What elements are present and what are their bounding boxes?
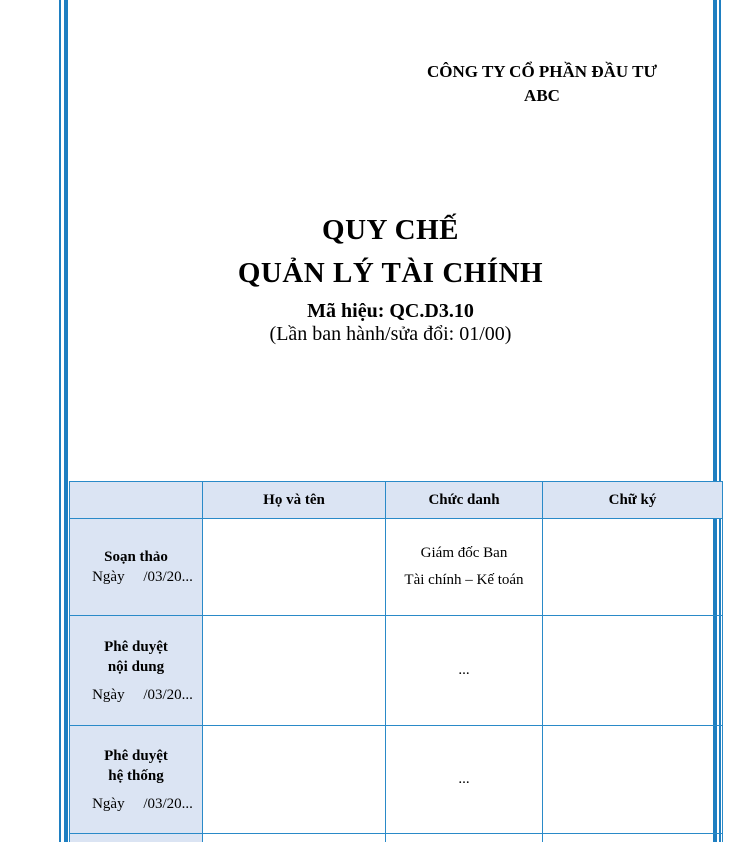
company-name-line2: ABC (524, 86, 560, 105)
company-name (405, 60, 679, 108)
position-cell (386, 726, 543, 834)
position-cell (386, 519, 543, 616)
row-date: Ngày /03/20... (92, 569, 193, 585)
table-row (70, 519, 723, 616)
table-row (70, 726, 723, 834)
signature-cell (543, 726, 723, 834)
approval-table (69, 481, 723, 842)
row-label-system-approval (70, 726, 203, 834)
header-signature: Chữ ký (543, 482, 723, 519)
document-code: Mã hiệu: QC.D3.10 (307, 300, 474, 322)
name-cell (203, 519, 386, 616)
row-label-content-approval (70, 616, 203, 726)
left-border-outer (59, 0, 61, 842)
company-name-line1: CÔNG TY CỔ PHẦN ĐẦU TƯ (427, 62, 657, 81)
position-cell (386, 834, 543, 842)
header-full-name: Họ và tên (203, 482, 386, 519)
row-title: Phê duyệt (104, 638, 168, 655)
position-line1: Giám đốc Ban (420, 545, 508, 561)
table-row (70, 616, 723, 726)
document-title-line1: QUY CHẾ (322, 214, 459, 246)
name-cell (203, 726, 386, 834)
row-date: Ngày /03/20... (92, 795, 193, 812)
position-line1: ... (458, 771, 470, 787)
header-blank (70, 482, 203, 519)
table-header-row (70, 482, 723, 519)
signature-cell (543, 834, 723, 842)
row-label-empty (70, 834, 203, 842)
position-line1: ... (458, 662, 470, 678)
name-cell (203, 616, 386, 726)
row-title-line2: nội dung (107, 658, 165, 675)
document-edition: (Lần ban hành/sửa đổi: 01/00) (269, 323, 512, 345)
table-row (70, 834, 723, 842)
signature-cell (543, 519, 723, 616)
position-cell (386, 616, 543, 726)
left-border-inner (64, 0, 68, 842)
header-position: Chức danh (386, 482, 543, 519)
signature-cell (543, 616, 723, 726)
row-title: Soạn thảo (104, 549, 168, 565)
position-line2: Tài chính – Kế toán (404, 572, 524, 588)
row-date: Ngày /03/20... (92, 686, 193, 703)
row-title-line2: hệ thống (108, 767, 164, 784)
document-title-line2: QUẢN LÝ TÀI CHÍNH (237, 257, 544, 289)
row-label-drafting (70, 519, 203, 616)
name-cell (203, 834, 386, 842)
row-title: Phê duyệt (104, 747, 168, 764)
